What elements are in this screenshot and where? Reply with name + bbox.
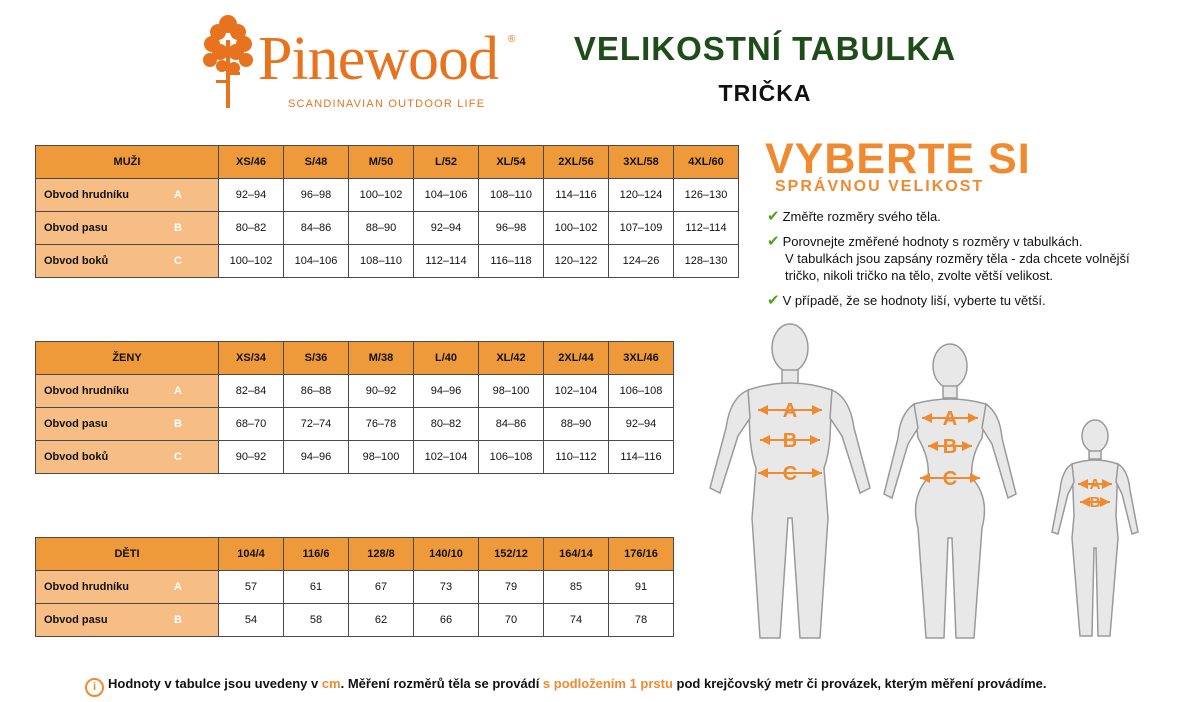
measure-letter: A <box>174 581 182 593</box>
kids-size-table <box>35 537 674 637</box>
table-cell: 104–106 <box>284 245 349 278</box>
table-cell: 92–94 <box>414 212 479 245</box>
table-row <box>36 604 674 637</box>
table-cell: 76–78 <box>349 408 414 441</box>
size-header: 104/4 <box>219 538 284 571</box>
child-letter-b: B <box>1089 494 1101 511</box>
table-cell: 54 <box>219 604 284 637</box>
pine-tree-icon <box>198 10 258 110</box>
row-label <box>36 571 219 604</box>
measure-letter: A <box>174 385 182 397</box>
table-cell: 90–92 <box>219 441 284 474</box>
row-label <box>36 604 219 637</box>
table-cell: 91 <box>609 571 674 604</box>
measure-name: Obvod pasu <box>44 222 108 234</box>
table-cell: 116–118 <box>479 245 544 278</box>
table-cell: 98–100 <box>349 441 414 474</box>
table-cell: 128–130 <box>674 245 739 278</box>
table-cell: 78 <box>609 604 674 637</box>
table-cell: 85 <box>544 571 609 604</box>
table-cell: 106–108 <box>479 441 544 474</box>
size-header: 2XL/56 <box>544 146 609 179</box>
table-header-row <box>36 342 674 375</box>
women-size-table <box>35 341 674 474</box>
table-cell: 126–130 <box>674 179 739 212</box>
child-letter-a: A <box>1089 476 1101 493</box>
table-cell: 62 <box>349 604 414 637</box>
footnote-unit: cm <box>321 676 341 691</box>
woman-figure <box>884 344 1016 638</box>
table-cell: 72–74 <box>284 408 349 441</box>
footnote-text: . Měření rozměrů těla se provádí <box>340 676 543 691</box>
table-cell: 120–124 <box>609 179 674 212</box>
table-heading: DĚTI <box>36 538 219 571</box>
table-cell: 114–116 <box>609 441 674 474</box>
size-header: XL/42 <box>479 342 544 375</box>
size-header: 152/12 <box>479 538 544 571</box>
tip-text: V tabulkách jsou zapsány rozměry těla - zda chcete volnější <box>785 251 1130 266</box>
table-cell: 102–104 <box>414 441 479 474</box>
measure-letter: C <box>174 451 182 463</box>
size-header: L/40 <box>414 342 479 375</box>
table-cell: 96–98 <box>479 212 544 245</box>
measure-name: Obvod pasu <box>44 418 108 430</box>
measure-letter: B <box>174 418 182 430</box>
size-header: L/52 <box>414 146 479 179</box>
size-header: 3XL/58 <box>609 146 674 179</box>
footnote <box>85 676 1047 697</box>
tip-text: Změřte rozměry svého těla. <box>782 209 941 224</box>
table-cell: 108–110 <box>479 179 544 212</box>
footnote-text: Hodnoty v tabulce jsou uvedeny v <box>108 676 322 691</box>
size-header: S/48 <box>284 146 349 179</box>
row-label <box>36 245 219 278</box>
measure-name: Obvod hrudníku <box>44 581 129 593</box>
info-icon: i <box>85 678 104 697</box>
woman-letter-a: A <box>942 408 958 430</box>
table-cell: 61 <box>284 571 349 604</box>
brand-tagline: SCANDINAVIAN OUTDOOR LIFE <box>288 98 486 110</box>
table-cell: 102–104 <box>544 375 609 408</box>
table-cell: 96–98 <box>284 179 349 212</box>
table-row <box>36 408 674 441</box>
men-size-table <box>35 145 739 278</box>
checkmark-icon: ✔ <box>767 233 780 250</box>
measure-letter: A <box>174 189 182 201</box>
size-header: XL/54 <box>479 146 544 179</box>
table-cell: 80–82 <box>219 212 284 245</box>
size-header: 176/16 <box>609 538 674 571</box>
size-header: M/50 <box>349 146 414 179</box>
table-row <box>36 375 674 408</box>
table-cell: 92–94 <box>609 408 674 441</box>
man-letter-a: A <box>782 400 798 422</box>
child-figure <box>1052 420 1138 636</box>
table-cell: 88–90 <box>544 408 609 441</box>
guide-heading: VYBERTE SI <box>765 135 1031 183</box>
tip-text: V případě, že se hodnoty liší, vyberte tu větší. <box>782 293 1046 308</box>
table-cell: 100–102 <box>544 212 609 245</box>
table-cell: 112–114 <box>674 212 739 245</box>
row-label <box>36 408 219 441</box>
footnote-highlight: s podložením 1 prstu <box>542 676 673 691</box>
size-header: S/36 <box>284 342 349 375</box>
woman-letter-c: C <box>942 468 958 490</box>
body-measurement-figures <box>700 318 1170 648</box>
table-row <box>36 245 739 278</box>
table-cell: 98–100 <box>479 375 544 408</box>
table-cell: 90–92 <box>349 375 414 408</box>
table-row <box>36 212 739 245</box>
table-cell: 84–86 <box>479 408 544 441</box>
table-cell: 92–94 <box>219 179 284 212</box>
table-cell: 57 <box>219 571 284 604</box>
measure-letter: B <box>174 614 182 626</box>
row-label <box>36 212 219 245</box>
table-cell: 74 <box>544 604 609 637</box>
size-header: 164/14 <box>544 538 609 571</box>
size-header: 4XL/60 <box>674 146 739 179</box>
table-cell: 58 <box>284 604 349 637</box>
table-cell: 79 <box>479 571 544 604</box>
page-subtitle: TRIČKA <box>718 80 812 106</box>
man-letter-c: C <box>782 463 798 485</box>
size-header: 140/10 <box>414 538 479 571</box>
tip-item <box>767 208 941 225</box>
pinewood-logo <box>198 10 528 120</box>
table-cell: 100–102 <box>219 245 284 278</box>
checkmark-icon: ✔ <box>767 208 780 225</box>
table-cell: 88–90 <box>349 212 414 245</box>
table-cell: 80–82 <box>414 408 479 441</box>
row-label <box>36 375 219 408</box>
table-cell: 66 <box>414 604 479 637</box>
size-header: 3XL/46 <box>609 342 674 375</box>
row-label <box>36 179 219 212</box>
table-cell: 94–96 <box>414 375 479 408</box>
measure-name: Obvod boků <box>44 255 109 267</box>
registered-mark: ® <box>508 34 516 45</box>
size-header: 2XL/44 <box>544 342 609 375</box>
table-cell: 67 <box>349 571 414 604</box>
table-cell: 112–114 <box>414 245 479 278</box>
size-header: 116/6 <box>284 538 349 571</box>
table-header-row <box>36 538 674 571</box>
table-cell: 104–106 <box>414 179 479 212</box>
page-title: VELIKOSTNÍ TABULKA <box>573 30 957 67</box>
size-header: M/38 <box>349 342 414 375</box>
table-row <box>36 179 739 212</box>
table-row <box>36 441 674 474</box>
footnote-text: pod krejčovský metr či provázek, kterým měření provádíme. <box>672 676 1047 691</box>
table-cell: 110–112 <box>544 441 609 474</box>
table-cell: 70 <box>479 604 544 637</box>
table-cell: 108–110 <box>349 245 414 278</box>
row-label <box>36 441 219 474</box>
table-cell: 68–70 <box>219 408 284 441</box>
tip-item <box>767 233 1130 284</box>
checkmark-icon: ✔ <box>767 292 780 309</box>
tip-item <box>767 292 1046 309</box>
measure-letter: C <box>174 255 182 267</box>
table-cell: 120–122 <box>544 245 609 278</box>
measure-name: Obvod boků <box>44 451 109 463</box>
table-cell: 82–84 <box>219 375 284 408</box>
tip-text: tričko, nikoli tričko na tělo, zvolte větší velikost. <box>785 268 1054 283</box>
man-letter-b: B <box>782 430 798 452</box>
table-cell: 84–86 <box>284 212 349 245</box>
table-cell: 124–26 <box>609 245 674 278</box>
table-cell: 73 <box>414 571 479 604</box>
tip-text: Porovnejte změřené hodnoty s rozměry v tabulkách. <box>782 234 1083 249</box>
table-cell: 86–88 <box>284 375 349 408</box>
table-header-row <box>36 146 739 179</box>
table-cell: 106–108 <box>609 375 674 408</box>
size-header: XS/46 <box>219 146 284 179</box>
brand-name: Pinewood <box>258 25 498 93</box>
table-cell: 100–102 <box>349 179 414 212</box>
table-heading: MUŽI <box>36 146 219 179</box>
size-header: 128/8 <box>349 538 414 571</box>
measure-name: Obvod hrudníku <box>44 385 129 397</box>
woman-letter-b: B <box>942 436 958 458</box>
table-cell: 94–96 <box>284 441 349 474</box>
measure-name: Obvod hrudníku <box>44 189 129 201</box>
table-cell: 114–116 <box>544 179 609 212</box>
table-row <box>36 571 674 604</box>
table-cell: 107–109 <box>609 212 674 245</box>
measure-letter: B <box>174 222 182 234</box>
table-heading: ŽENY <box>36 342 219 375</box>
measure-name: Obvod pasu <box>44 614 108 626</box>
guide-subheading: SPRÁVNOU VELIKOST <box>775 178 985 195</box>
size-header: XS/34 <box>219 342 284 375</box>
